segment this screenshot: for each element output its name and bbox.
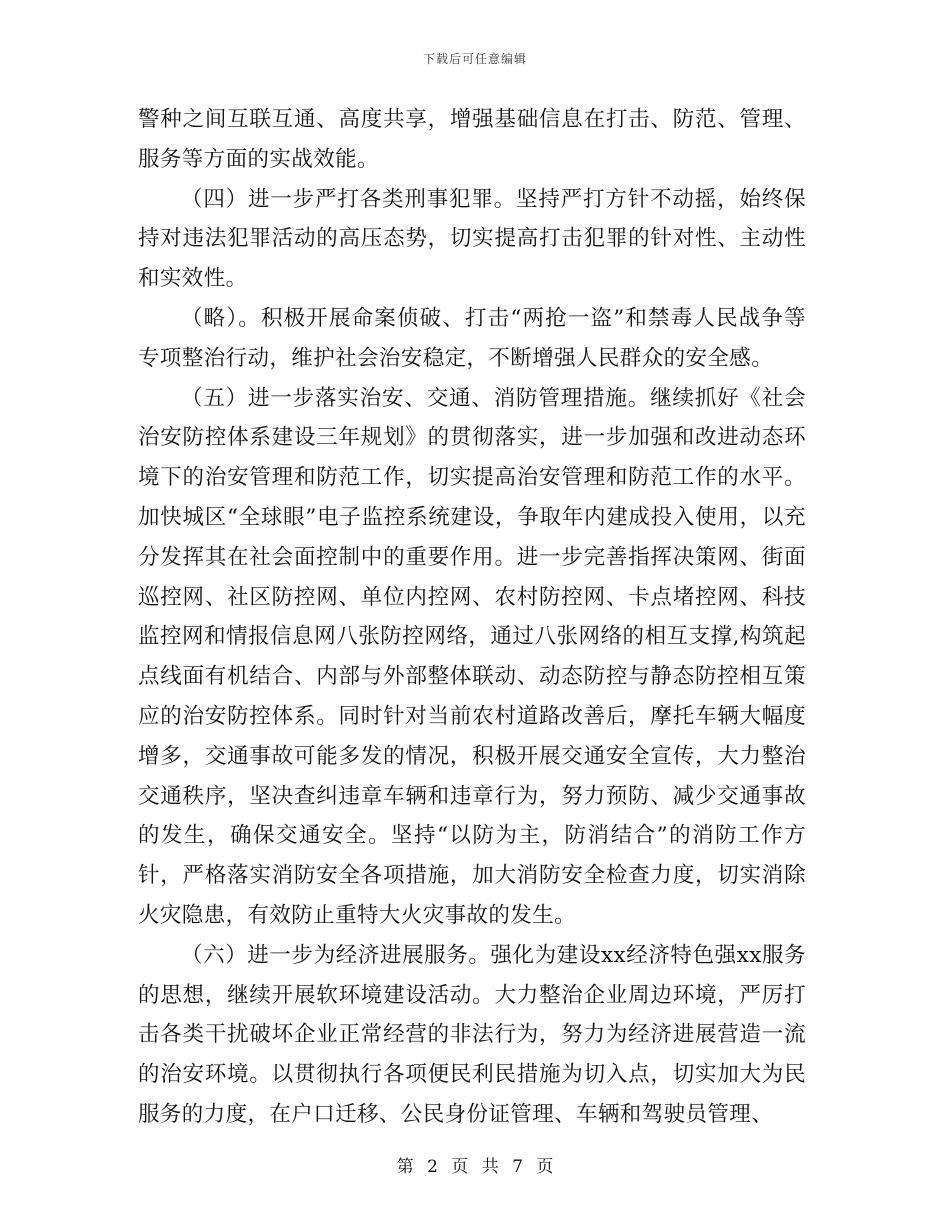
paragraph-section-6: （六）进一步为经济进展服务。强化为建设xx经济特色强xx服务的思想，继续开展软环境建设活动。大力整治企业周边环境，严厉打击各类干扰破坏企业正常经营的非法行为，努力为经济进展营造一流的治安环境。以贯彻执行各项便民利民措施为切入点，切实加大为民服务的力度，在户口迁移、公民身份证管理、车辆和驾驶员管理、	[138, 942, 806, 1127]
footer-suffix: 页	[536, 1157, 554, 1177]
footer-prefix: 第	[396, 1157, 414, 1177]
footer-page-label: 页	[451, 1157, 469, 1177]
footer-total-pages: 7	[512, 1157, 523, 1177]
paragraph-section-4: （四）进一步严打各类刑事犯罪。坚持严打方针不动摇，始终保持对违法犯罪活动的高压态势，切实提高打击犯罪的针对性、主动性和实效性。	[138, 186, 806, 292]
paragraph-omitted: （略）。积极开展命案侦破、打击“两抢一盗”和禁毒人民战争等专项整治行动，维护社会治安稳定，不断增强人民群众的安全感。	[138, 305, 806, 371]
footer-total-label: 共	[481, 1157, 499, 1177]
document-body	[138, 100, 806, 1135]
paragraph-continued: 警种之间互联互通、高度共享，增强基础信息在打击、防范、管理、服务等方面的实战效能。	[138, 107, 806, 172]
paragraph-section-5: （五）进一步落实治安、交通、消防管理措施。继续抓好《社会治安防控体系建设三年规划》的贯彻落实，进一步加强和改进动态环境下的治安管理和防范工作，切实提高治安管理和防范工作的水平。加快城区“全球眼”电子监控系统建设，争取年内建成投入使用，以充分发挥其在社会面控制中的重要作用。进一步完善指挥决策网、街面巡控网、社区防控网、单位内控网、农村防控网、卡点堵控网、科技监控网和情报信息网八张防控网络，通过八张网络的相互支撑,构筑起点线面有机结合、内部与外部整体联动、动态防控与静态防控相互策应的治安防控体系。同时针对当前农村道路改善后，摩托车辆大幅度增多，交通事故可能多发的情况，积极开展交通安全宣传，大力整治交通秩序，坚决查纠违章车辆和违章行为，努力预防、减少交通事故的发生，确保交通安全。坚持“以防为主，防消结合”的消防工作方针，严格落实消防安全各项措施，加大消防安全检查力度，切实消除火灾隐患，有效防止重特大火灾事故的发生。	[138, 385, 806, 928]
page-footer	[0, 1152, 950, 1177]
page-header: 下载后可任意编辑	[422, 52, 527, 66]
footer-page-number: 2	[427, 1157, 438, 1177]
